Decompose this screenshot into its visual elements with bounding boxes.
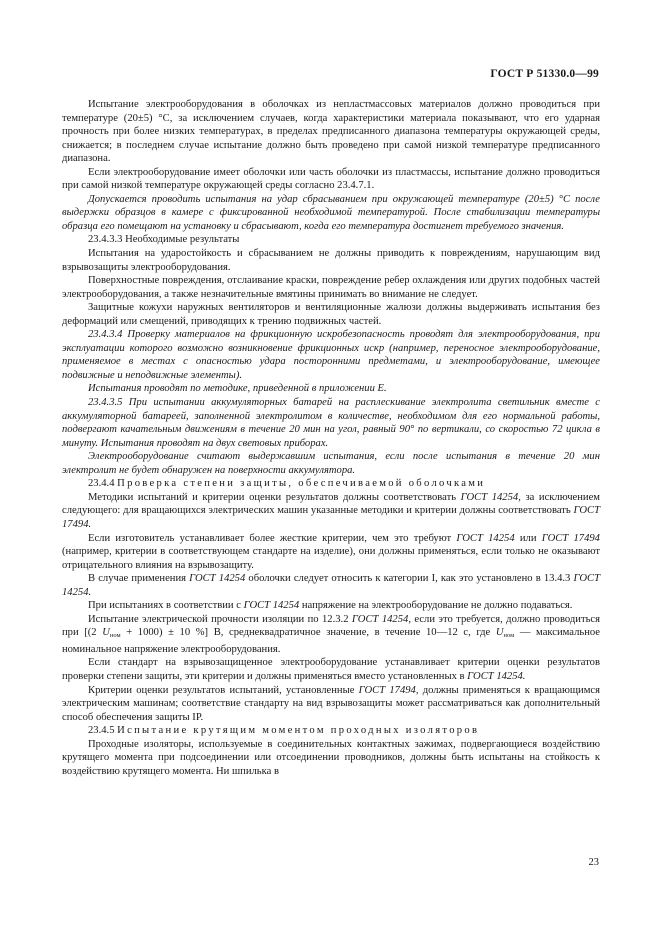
paragraph-italic: 23.4.3.5 При испытании аккумуляторных батарей на расплескивание электролита светильник вместе с аккумуляторной батареей, заполненной электролитом в количестве, необходимом для его нормальной работы, подвергают качательным движениям в течение 20 мин на угол, равный 90° по вертикали, со скоростью 72 цикла в минуту. Испытания проводят на двух световых приборах. [62, 397, 600, 449]
text-run: или [514, 532, 542, 544]
standard-reference: ГОСТ 17494. [62, 505, 600, 530]
document-header: ГОСТ Р 51330.0—99 [490, 68, 599, 80]
standard-reference: ГОСТ 17494 [541, 532, 600, 544]
standard-reference: ГОСТ 14254 [460, 491, 519, 503]
paragraph-italic: 23.4.3.4 Проверку материалов на фрикционную искробезопасность проводят для электрооборудования, при эксплуатации которого возможно возникновение фрикционных искр (например, переносное электрооборудование, применяемое в местах с опасностью удара посторонними предметами, и электрооборудование, имеющее подвижные и неподвижные элементы). [62, 329, 600, 381]
paragraph [62, 613, 600, 657]
text-run: При испытаниях в соответствии с [88, 600, 244, 612]
section-title: Испытание крутящим моментом проходных изоляторов [117, 725, 480, 737]
standard-reference: ГОСТ 14254. [62, 573, 600, 598]
voltage-symbol: U [495, 627, 504, 639]
paragraph: Если электрооборудование имеет оболочки или часть оболочки из пластмассы, испытание должно проводиться при самой низкой температуре окружающей среды согласно 23.4.7.1. [62, 166, 600, 192]
paragraph [62, 599, 600, 613]
paragraph: Испытание электрооборудования в оболочках из непластмассовых материалов должно проводиться при температуре (20±5) °С, за исключением случаев, когда характеристики материала показывают, что его ударная прочность при более низких температурах, в пределах предписанного диапазона температуры окружающей среды, снижается; в последнем случае испытание должно быть проведено при самой низкой температуре предписанного диапазона. [62, 99, 600, 165]
paragraph: Защитные кожухи наружных вентиляторов и вентиляционные жалюзи должны выдерживать испытания без деформаций или смещений, приводящих к трению подвижных частей. [62, 302, 600, 327]
standard-reference: ГОСТ 14254 [243, 600, 300, 612]
standard-reference: ГОСТ 17494, [358, 684, 419, 696]
paragraph-italic: Допускается проводить испытания на удар сбрасыванием при окружающей температуре (20±5) °С после выдержки образцов в камере с фиксированной необходимой температурой. После стабилизации температуры образца его помещают на установку и сбрасывают, когда его температура достигнет требуемого значения. [62, 193, 600, 232]
section-heading: 23.4.3.3 Необходимые результаты [88, 234, 240, 246]
paragraph: Испытания на ударостойкость и сбрасыванием не должны приводить к повреждениям, нарушающим вид взрывозащиты электрооборудования. [62, 248, 600, 273]
text-run: (например, критерии в соответствующем стандарте на изделие), они должны применяться, если только не оказывают отрицательного влияния на взрывозащиту. [62, 546, 600, 571]
text-run: Испытание электрической прочности изоляции по 12.3.2 [88, 613, 352, 625]
text-run: оболочки следует относить к категории I, как это установлено в 13.4.3 [245, 573, 574, 585]
section-title: Проверка степени защиты, обеспечиваемой оболочками [117, 478, 486, 490]
text-run: Методики испытаний и критерии оценки результатов должны соответствовать [88, 491, 461, 503]
text-run: Если стандарт на взрывозащищенное электрооборудование устанавливает критерии оценки результатов проверки степени защиты, эти критерии и должны применяться вместо установленных в [62, 657, 600, 682]
text-run: — максимальное номинальное напряжение электрооборудования. [62, 627, 600, 655]
text-run: Если изготовитель устанавливает более жесткие критерии, чем это требуют [88, 532, 457, 544]
text-run: если это требуется, должно проводиться при [(2 [62, 613, 600, 639]
paragraph [62, 656, 600, 683]
section-heading [62, 724, 600, 738]
document-body [62, 98, 600, 778]
paragraph [62, 532, 600, 573]
standard-reference: ГОСТ 14254 [456, 532, 515, 544]
paragraph-italic: Испытания проводят по методике, приведенной в приложении Е. [88, 383, 387, 395]
standard-reference: ГОСТ 14254, [351, 613, 411, 625]
text-run: Критерии оценки результатов испытаний, установленные [88, 684, 359, 696]
standard-reference: ГОСТ 14254. [467, 670, 526, 682]
section-number: 23.4.4 [88, 478, 115, 490]
text-run: В случае применения [88, 573, 190, 585]
paragraph: Поверхностные повреждения, отслаивание краски, повреждение ребер охлаждения или других подобных частей электрооборудования, а также незначительные вмятины принимать во внимание не следует. [62, 275, 600, 300]
paragraph [62, 684, 600, 725]
paragraph [62, 491, 600, 532]
paragraph [62, 572, 600, 599]
text-run: напряжение на электрооборудование не должно подаваться. [299, 600, 573, 612]
page-number: 23 [588, 857, 599, 868]
paragraph: Проходные изоляторы, используемые в соединительных контактных зажимах, подвергающиеся воздействию крутящего момента при подсоединении или отсоединении проводников, должны быть испытаны на стойкость к воздействию крутящего момента. Ни шпилька в [62, 738, 600, 777]
section-number: 23.4.5 [88, 725, 115, 737]
voltage-subscript: ном [503, 632, 515, 640]
section-heading [62, 477, 600, 491]
text-run: , за исключением следующего: для вращающихся электрических машин указанные методики и критерии должны соответствовать [62, 491, 601, 517]
voltage-symbol: U [102, 627, 110, 639]
standard-reference: ГОСТ 14254 [189, 573, 246, 585]
text-run: + 1000) ± 10 %] В, среднеквадратичное значение, в течение 10—12 с, где [120, 627, 496, 639]
text-run: должны применяться к вращающимся электрическим машинам; соответствие стандарту на вид взрывозащиты может рассматриваться как дополнительный способ обеспечения защиты IP. [62, 684, 600, 723]
paragraph-italic: Электрооборудование считают выдержавшим испытания, если после испытания в течение 20 мин электролит не будет обнаружен на поверхности аккумулятора. [62, 451, 600, 476]
voltage-subscript: ном [109, 632, 121, 640]
